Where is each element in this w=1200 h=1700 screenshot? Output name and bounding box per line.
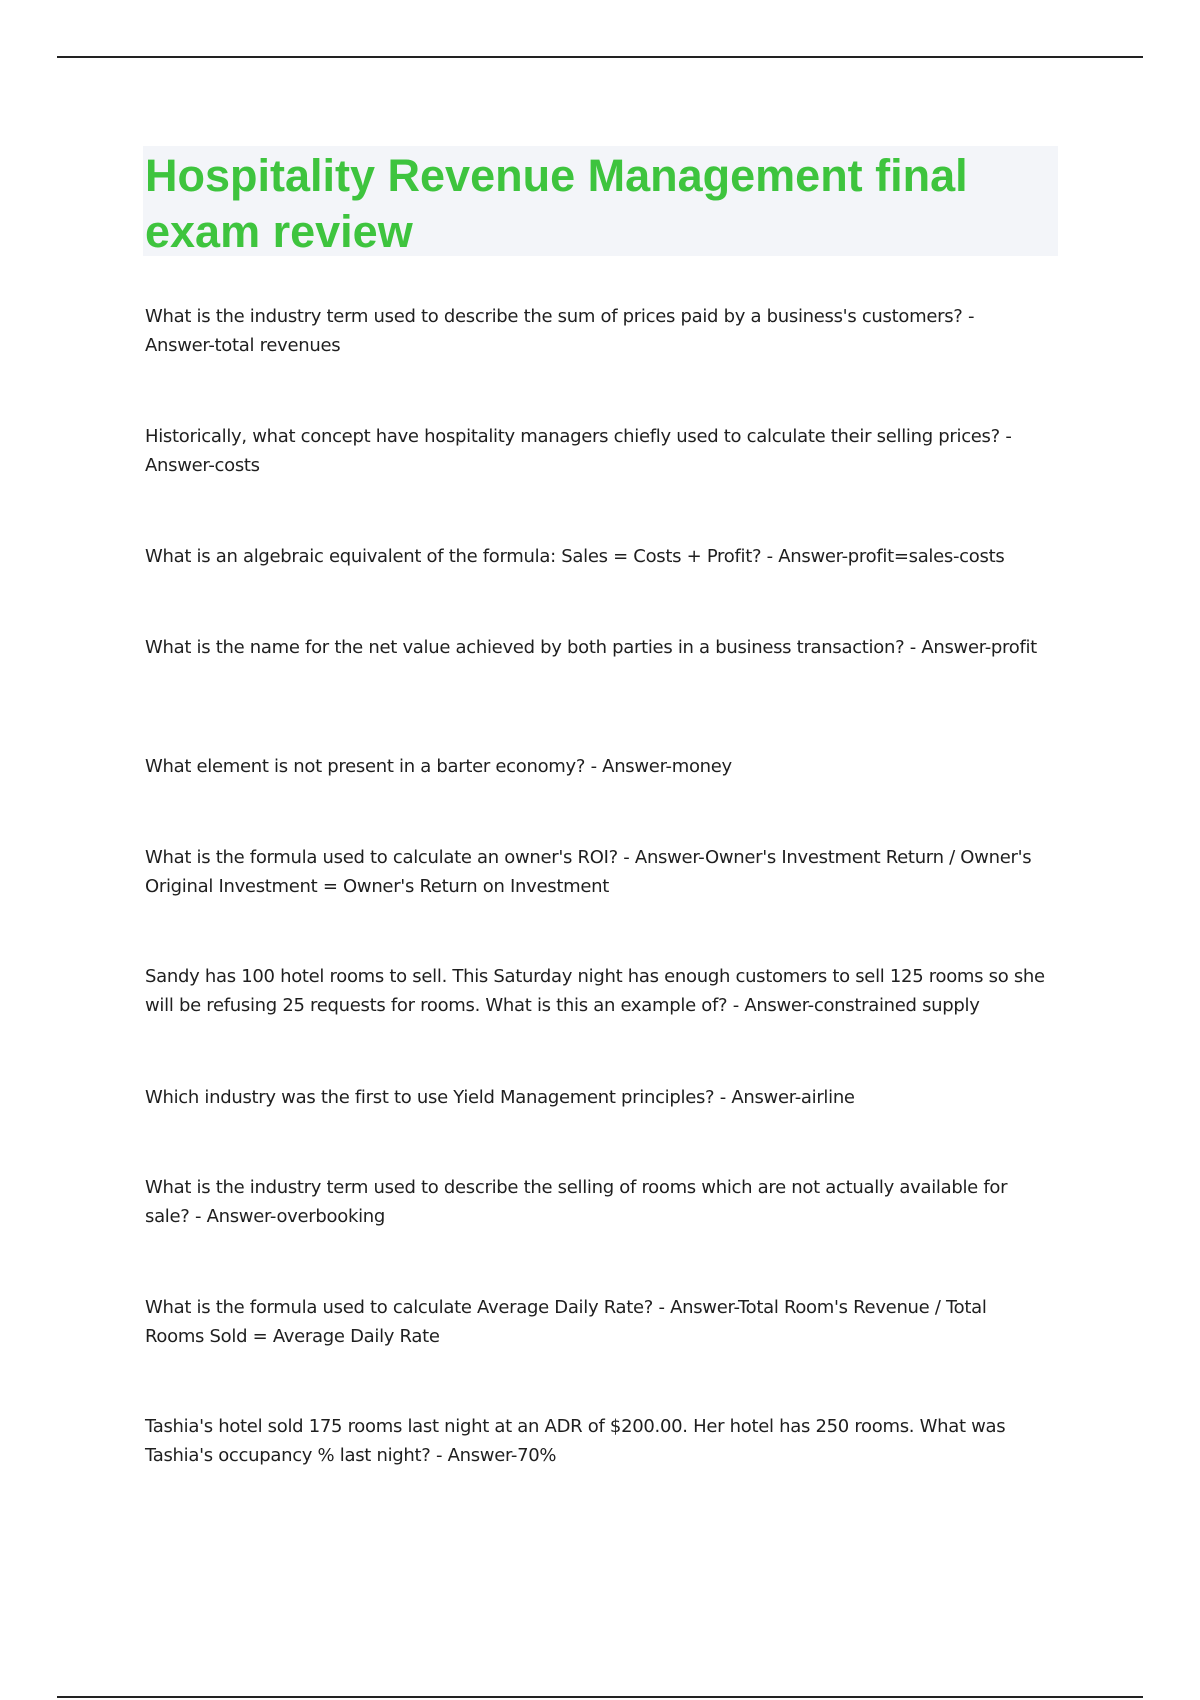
document-title: Hospitality Revenue Management final exam review: [145, 150, 968, 257]
qa-item-6: What is the formula used to calculate an owner's ROI? - Answer-Owner's Investment Return / Owner's Original Investment = Owner's Return on Investment: [145, 847, 1032, 897]
bottom-rule: [57, 1696, 1143, 1698]
qa-item-11: Tashia's hotel sold 175 rooms last night at an ADR of $200.00. Her hotel has 250 rooms. What was Tashia's occupancy % last night? - Answer-70%: [145, 1416, 1006, 1466]
qa-item-2: Historically, what concept have hospitality managers chiefly used to calculate their selling prices? - Answer-costs: [145, 426, 1012, 476]
top-rule: [57, 56, 1143, 58]
qa-item-7: Sandy has 100 hotel rooms to sell. This Saturday night has enough customers to sell 125 rooms so she will be refusing 25 requests for rooms. What is this an example of? - Answer-constrained supply: [145, 966, 1045, 1016]
qa-item-5: What element is not present in a barter economy? - Answer-money: [145, 756, 732, 777]
qa-item-10: What is the formula used to calculate Average Daily Rate? - Answer-Total Room's Revenue / Total Rooms Sold = Average Daily Rate: [145, 1297, 987, 1347]
qa-item-8: Which industry was the first to use Yield Management principles? - Answer-airline: [145, 1087, 855, 1108]
qa-item-9: What is the industry term used to describe the selling of rooms which are not actually available for sale? - Answer-overbooking: [145, 1177, 1008, 1227]
qa-item-3: What is an algebraic equivalent of the formula: Sales = Costs + Profit? - Answer-profit=sales-costs: [145, 546, 1005, 567]
qa-item-1: What is the industry term used to describe the sum of prices paid by a business's customers? - Answer-total revenues: [145, 306, 975, 356]
qa-item-4: What is the name for the net value achieved by both parties in a business transaction? - Answer-profit: [145, 637, 1037, 658]
title-block: [143, 146, 1058, 256]
